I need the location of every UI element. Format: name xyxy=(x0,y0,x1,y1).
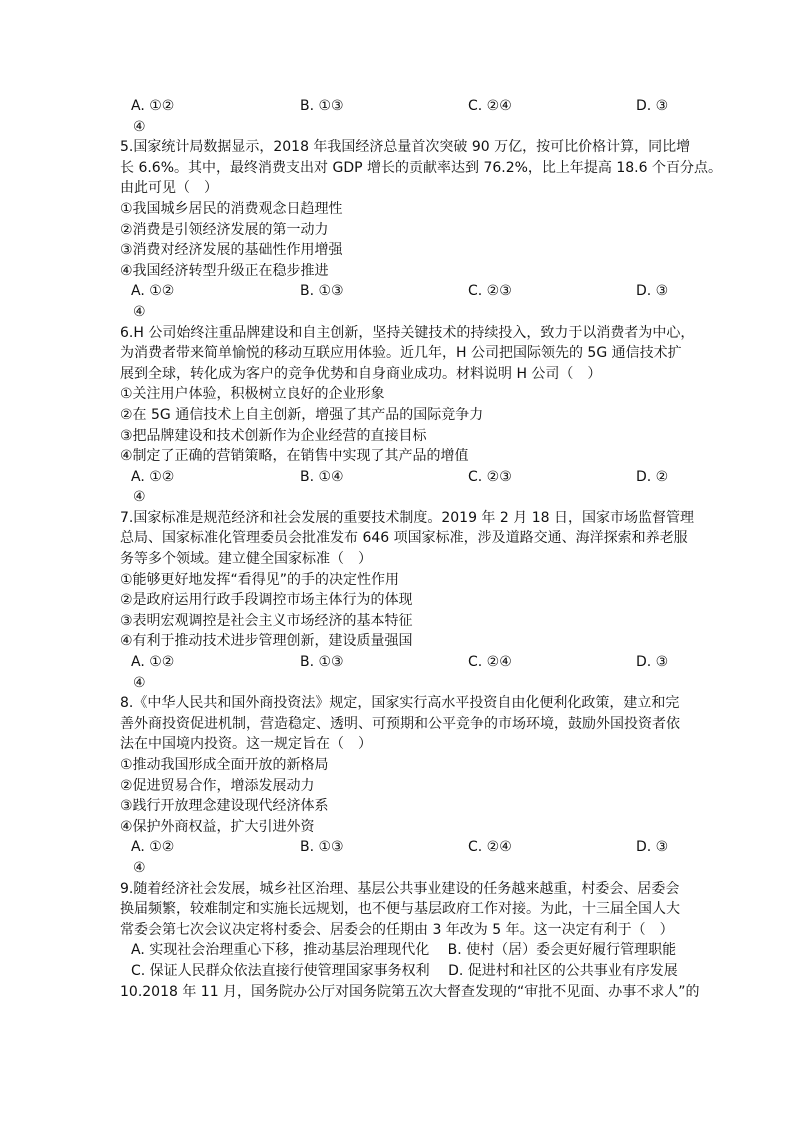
q6-item: ①关注用户体验，积极树立良好的企业形象 xyxy=(120,386,385,403)
q6-item: ④制定了正确的营销策略，在销售中实现了其产品的增值 xyxy=(120,448,469,465)
option-d[interactable]: D. ③ xyxy=(636,654,669,671)
q7-item: ③表明宏观调控是社会主义市场经济的基本特征 xyxy=(120,612,413,629)
q8-stem-line: 善外商投资促进机制，营造稳定、透明、可预期和公平竞争的市场环境，鼓励外国投资者依 xyxy=(120,715,680,732)
q5-stem-line: 由此可见（ ） xyxy=(120,180,218,197)
q7-item: ④有利于推动技术进步管理创新，建设质量强国 xyxy=(120,633,413,650)
option-d-wrap: ④ xyxy=(133,859,146,876)
option-d-wrap: ④ xyxy=(133,118,146,135)
option-c[interactable]: C. ②③ xyxy=(468,283,512,300)
question-8 xyxy=(120,693,680,878)
q7-stem-line: 7.国家标准是规范经济和社会发展的重要技术制度。2019 年 2 月 18 日，国家市场监督管理 xyxy=(120,509,694,526)
q7-stem-line: 务等多个领域。建立健全国家标准（ ） xyxy=(120,551,372,568)
q7-item: ①能够更好地发挥“看得见”的手的决定性作用 xyxy=(120,571,400,588)
q6-options xyxy=(120,467,680,488)
q6-stem-line: 展到全球，转化成为客户的竞争优势和自身商业成功。材料说明 H 公司（ ） xyxy=(120,365,602,382)
q9-stem-line: 换届频繁，较难制定和实施长远规划，也不便与基层政府工作对接。为此，十三届全国人大 xyxy=(120,901,680,918)
q8-options xyxy=(120,837,680,858)
q7-stem-line: 总局、国家标准化管理委员会批准发布 646 项国家标准，涉及道路交通、海洋探索和养老服 xyxy=(120,530,688,547)
option-c[interactable]: C. ②④ xyxy=(468,654,512,671)
q6-stem-line: 6.H 公司始终注重品牌建设和自主创新，坚持关键技术的持续投入，致力于以消费者为中心， xyxy=(120,324,695,341)
option-a[interactable]: A. ①② xyxy=(131,654,175,671)
q9-stem-line: 9.随着经济社会发展，城乡社区治理、基层公共事业建设的任务越来越重，村委会、居委会 xyxy=(120,880,680,897)
option-c[interactable]: C. ②④ xyxy=(468,98,512,114)
q7-options xyxy=(120,652,680,673)
option-c[interactable]: C. ②④ xyxy=(468,839,512,856)
q5-item: ②消费是引领经济发展的第一动力 xyxy=(120,221,329,238)
option-b[interactable]: B. ①③ xyxy=(300,839,344,856)
option-b[interactable]: B. ①③ xyxy=(300,283,344,300)
option-b[interactable]: B. ①③ xyxy=(300,98,344,114)
q7-item: ②是政府运用行政手段调控市场主体行为的体现 xyxy=(120,592,413,609)
option-a[interactable]: A. ①② xyxy=(131,283,175,300)
q5-item: ①我国城乡居民的消费观念日趋理性 xyxy=(120,200,343,217)
q5-item: ③消费对经济发展的基础性作用增强 xyxy=(120,242,343,259)
q5-item: ④我国经济转型升级正在稳步推进 xyxy=(120,262,329,279)
question-7 xyxy=(120,508,694,693)
option-d-wrap: ④ xyxy=(133,303,146,320)
option-b[interactable]: B. ①③ xyxy=(300,654,344,671)
q5-options xyxy=(120,281,680,302)
exam-page xyxy=(120,96,722,1002)
option-a[interactable]: A. ①② xyxy=(131,468,175,485)
option-d[interactable]: D. ② xyxy=(636,468,669,485)
question-9 xyxy=(120,879,680,982)
option-d[interactable]: D. ③ xyxy=(636,98,669,114)
question-6 xyxy=(120,323,695,508)
option-a[interactable]: A. ①② xyxy=(131,98,175,114)
q8-item: ②促进贸易合作，增添发展动力 xyxy=(120,777,315,794)
option-d[interactable]: D. ③ xyxy=(636,283,669,300)
option-d[interactable]: D. ③ xyxy=(636,839,669,856)
q5-stem-line: 长 6.6%。其中，最终消费支出对 GDP 增长的贡献率达到 76.2%，比上年提高 18.6 个百分点。 xyxy=(120,159,722,176)
q8-item: ④保护外商权益，扩大引进外资 xyxy=(120,818,315,835)
q8-item: ③践行开放理念建设现代经济体系 xyxy=(120,798,329,815)
question-10 xyxy=(120,982,700,1003)
option-d-wrap: ④ xyxy=(133,674,146,691)
option-d-wrap: ④ xyxy=(133,489,146,506)
q4-options xyxy=(120,96,680,117)
q6-stem-line: 为消费者带来简单愉悦的移动互联应用体验。近几年，H 公司把国际领先的 5G 通信技术扩 xyxy=(120,345,682,362)
q9-stem-line: 常委会第七次会议决定将村委会、居委会的任期由 3 年改为 5 年。这一决定有利于（ ） xyxy=(120,921,674,938)
option-a[interactable]: A. ①② xyxy=(131,839,175,856)
q5-stem-line: 5.国家统计局数据显示，2018 年我国经济总量首次突破 90 万亿，按可比价格计算，同比增 xyxy=(120,139,691,156)
q8-stem-line: 法在中国境内投资。这一规定旨在（ ） xyxy=(120,736,372,753)
option-c[interactable]: C. ②③ xyxy=(468,468,512,485)
q9-options-row[interactable]: C. 保证人民群众依法直接行使管理国家事务权利 D. 促进村和社区的公共事业有序发展 xyxy=(131,962,678,979)
q6-item: ②在 5G 通信技术上自主创新，增强了其产品的国际竞争力 xyxy=(120,406,484,423)
q6-item: ③把品牌建设和技术创新作为企业经营的直接目标 xyxy=(120,427,427,444)
q8-stem-line: 8.《中华人民共和国外商投资法》规定，国家实行高水平投资自由化便利化政策，建立和完 xyxy=(120,695,680,712)
question-5 xyxy=(120,137,722,322)
q9-options-row[interactable]: A. 实现社会治理重心下移，推动基层治理现代化 B. 使村（居）委会更好履行管理职能 xyxy=(131,942,677,959)
option-b[interactable]: B. ①④ xyxy=(300,468,344,485)
q10-stem-line: 10.2018 年 11 月，国务院办公厅对国务院第五次大督查发现的“审批不见面、办事不求人”的 xyxy=(120,983,700,1000)
q8-item: ①推动我国形成全面开放的新格局 xyxy=(120,757,329,773)
